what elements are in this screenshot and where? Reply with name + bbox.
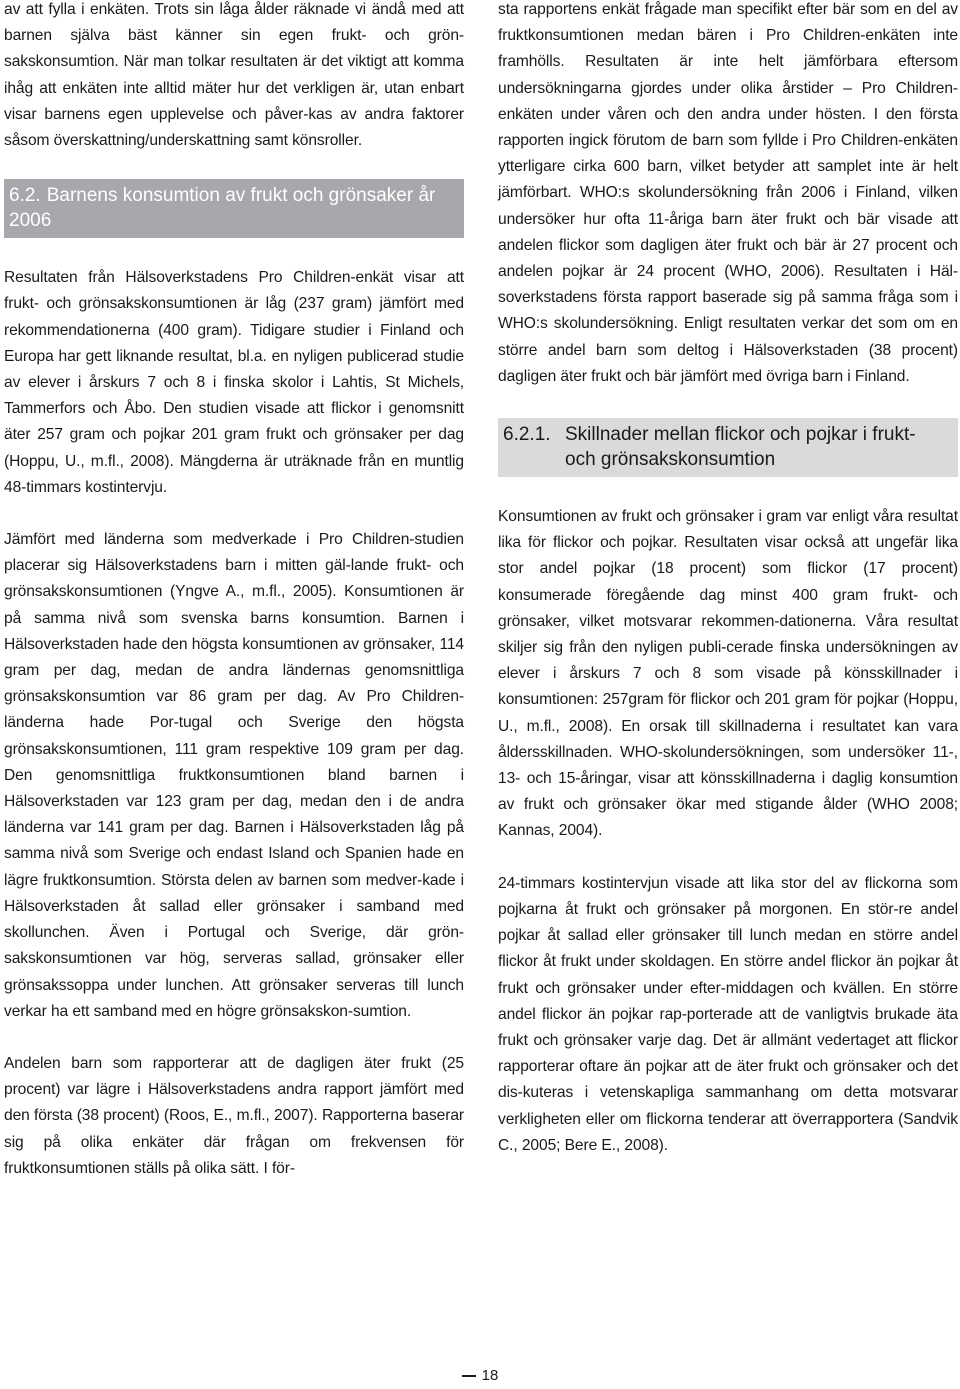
right-column <box>498 0 958 1159</box>
section-number: 6.2. <box>9 185 41 207</box>
page-number-text: 18 <box>481 1367 499 1384</box>
section-heading <box>4 179 464 238</box>
page-number <box>0 1367 960 1384</box>
paragraph: Andelen barn som rapporterar att de dagligen äter frukt (25 procent) var lägre i Hälsoverkstadens andra rapport jämfört med den första (38 procent) (Roos, E., m.fl., 2007). Rapporterna baserar sig på olika enkäter där frågan om frekvensen för fruktkonsumtionen ställs på olika sätt. I för- <box>4 1054 464 1177</box>
section-title: Barnens konsumtion av frukt och grönsaker år 2006 <box>9 185 436 232</box>
paragraph: Jämfört med länderna som medverkade i Pro Children-studien placerar sig Hälsoverkstadens barn i mitten gäl-lande frukt- och grönsakskonsumtionen (Yngve A., m.fl., 2005). Konsumtionen är på samma nivå som svenska barns konsumtion. Barnen i Hälsoverkstaden hade den högsta konsumtionen av grönsaker, 114 gram per dag, medan de andra ländernas genomsnittliga grönsakskonsumtion var 86 gram per dag. Av Pro Children-länderna hade Por-tugal och Sverige den högsta grönsakskonsumtionen, 111 gram respektive 109 gram per dag. Den genomsnittliga fruktkonsumtionen bland barnen i Hälsoverkstaden var 123 gram per dag, medan den i de andra länderna var 141 gram per dag. Barnen i Hälsoverkstaden låg på samma nivå som Sverige och endast Island och Spanien hade en lägre fruktkonsumtion. Största delen av barnen som medver-kade i Hälsoverkstaden åt sallad eller grönsaker i samband med skollunchen. Även i Portugal och Sverige, där grön-sakskonsumtionen var hög, serveras sallad, grönsaker eller grönsakssoppa under lunchen. Att grönsaker serveras till lunch verkar ha ett samband med en högre grönsakskon-sumtion. <box>4 531 464 1020</box>
paragraph: Resultaten från Hälsoverkstadens Pro Children-enkät visar att frukt- och grönsakskonsumtionen är låg (237 gram) jämfört med rekommendationerna (400 gram). Tidigare studier i Finland och Europa har gett liknande resultat, bl.a. en nyligen publicerad studie av elever i årskurs 7 och 8 i finska skolor i Lahtis, St Michels, Tammerfors och Åbo. Den studien visade att flickor i genomsnitt äter 257 gram och pojkar 201 gram frukt och grönsaker per dag (Hoppu, U., m.fl., 2008). Mängderna är uträknade från en muntlig 48-timmars kostintervju. <box>4 269 464 496</box>
subsection-heading <box>498 418 958 477</box>
left-column <box>4 0 464 1182</box>
paragraph: 24-timmars kostintervjun visade att lika stor del av flickorna som pojkarna åt frukt och grönsaker på morgonen. En stör-re andel pojkar åt sallad eller grönsaker till lunch medan en större andel flickor åt frukt under skoldagen. En större andel flickor än pojkar åt frukt och grönsaker under efter-middagen och kvällen. En större andel flickor än pojkar rap-porterade att de vanligtvis brukade äta frukt och grönsaker varje dag. Det är allmänt vedertaget att flickor rapporterar oftare än pojkar att de äter frukt och grönsaker och det dis-kuteras i vetenskapliga sammanhang om detta motsvarar verkligheten eller om flickorna tenderar att överrapportera (Sandvik C., 2005; Bere E., 2008). <box>498 874 958 1154</box>
subsection-title: Skillnader mellan flickor och pojkar i frukt- och grönsakskonsumtion <box>565 424 916 471</box>
paragraph: Konsumtionen av frukt och grönsaker i gram var enligt våra resultat lika för flickor och pojkar. Resultaten visar också att ungefär lika stor andel pojkar (18 procent) som flickor (17 procent) konsumerade föregående dag minst 400 gram frukt- och grönsaker, vilket motsvarar rekommen-dationerna. Våra resultat skiljer sig från den nyligen publi-cerade finska undersökningen av elever i årskurs 7 och 8 som visade på könsskillnader i konsumtionen: 257gram för flickor och 201 gram för pojkar (Hoppu, U., m.fl., 2008). En orsak till skillnaderna i resultatet kan vara åldersskillnaden. WHO-skolundersökningen, som undersöker 11-, 13- och 15-åringar, visar att könsskillnaderna i daglig konsumtion av frukt och grönsaker ökar med stigande ålder (WHO 2008; Kannas, 2004). <box>498 508 958 840</box>
paragraph: sta rapportens enkät frågade man specifikt efter bär som en del av fruktkonsumtionen medan bären i Pro Children-enkäten inte framhölls. Resultaten är inte helt jämförbara eftersom undersökningarna gjordes under olika årstider – Pro Children-enkäten under våren och den andra under hösten. I den första rapporten ingick förutom de barn som fyllde i Pro Children-enkäten ytterligare cirka 600 barn, vilket betyder att samplet inte är helt jämförbart. WHO:s skolundersökning från 2006 i Finland, vilken undersöker hur ofta 11-åriga barn äter frukt och bär visade att andelen flickor som dagligen äter frukt och bär är 27 procent och andelen pojkar är 24 procent (WHO, 2006). Resultaten i Häl-soverkstadens första rapport baserade sig på samma fråga som i WHO:s skolundersökning. Enligt resultaten verkar det som om en större andel barn som deltog i Hälsoverkstaden (38 procent) dagligen äter frukt och bär jämfört med övriga barn i Finland. <box>498 1 958 385</box>
subsection-number: 6.2.1. <box>503 424 551 446</box>
paragraph: av att fylla i enkäten. Trots sin låga ålder räknade vi ändå med att barnen själva bäst känner sin egen frukt- och grön-sakskonsumtion. När man tolkar resultaten är det viktigt att komma ihåg att enkäten inte alltid mäter hur det verkligen är, utan enbart visar barnens egen upplevelse och påver-kas av andra faktorer såsom överskattning/underskattning samt könsroller. <box>4 1 464 150</box>
page-number-dash <box>462 1375 476 1377</box>
